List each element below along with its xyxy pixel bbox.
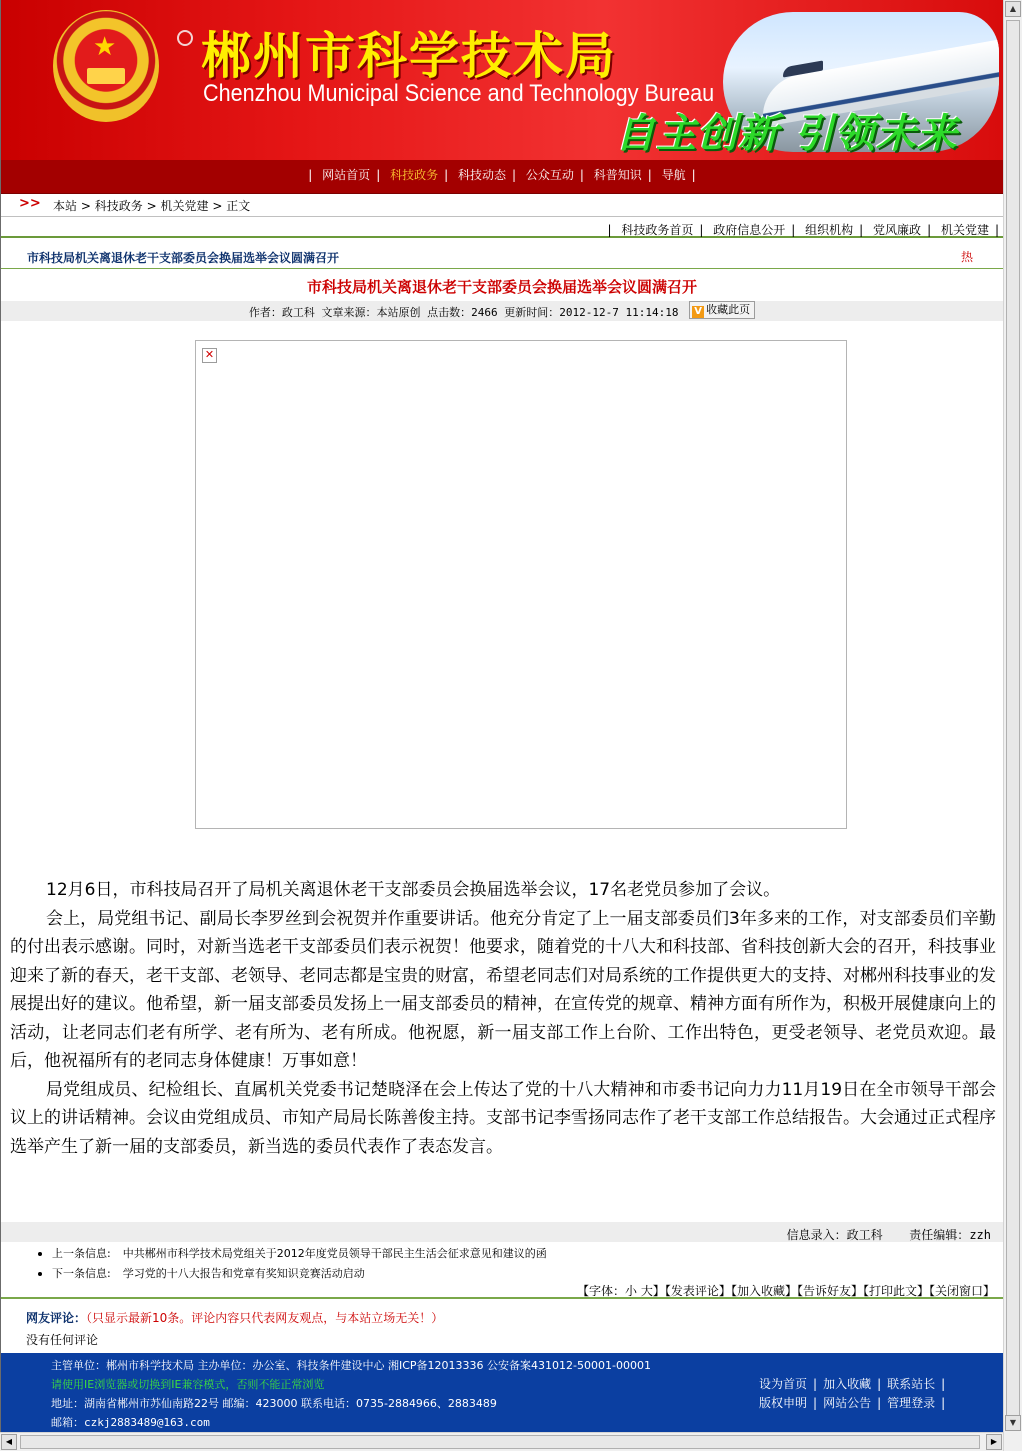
national-emblem-icon: ★ xyxy=(53,10,159,122)
subnav-item-info-disclosure[interactable]: 政府信息公开 xyxy=(713,223,786,237)
hot-article-link[interactable]: 市科技局机关离退休老干支部委员会换届选举会议圆满召开 xyxy=(27,251,340,265)
article-meta xyxy=(1,301,1003,321)
font-small-button[interactable]: 小 xyxy=(625,1284,638,1298)
prev-label: 上一条信息: xyxy=(52,1247,111,1260)
nav-item-news[interactable]: 科技动态 xyxy=(457,168,506,182)
no-comments-text: 没有任何评论 xyxy=(26,1333,99,1347)
article-body xyxy=(10,876,996,1161)
article-recorder-row xyxy=(1,1222,1003,1242)
font-size-suffix: 】 xyxy=(652,1284,665,1298)
next-article-link[interactable]: 学习党的十八大报告和党章有奖知识竞赛活动启动 xyxy=(122,1267,365,1280)
footer-email: 邮箱：czkj2883489@163.com xyxy=(51,1416,210,1429)
scroll-right-icon[interactable]: ▶ xyxy=(986,1434,1002,1450)
hot-badge: 热 xyxy=(960,250,973,264)
nav-item-navigation[interactable]: 导航 xyxy=(661,168,686,182)
article-paragraph: 局党组成员、纪检组长、直属机关党委书记楚晓泽在会上传达了党的十八大精神和市委书记向力力11月19日在全市领导干部会议上的讲话精神。会议由党组成员、市知产局局长陈善俊主持。支部书记李雪扬同志作了老干支部工作总结报告。大会通过正式程序选举产生了新一届的支部委员，新当选的委员代表作了表态发言。 xyxy=(10,1079,996,1157)
sub-nav: | 科技政务首页 | 政府信息公开 | 组织机构 | 党风廉政 | 机关党建 | xyxy=(1,216,1003,238)
recorder-label: 信息录入： xyxy=(786,1228,847,1242)
breadcrumb-current: 正文 xyxy=(226,199,251,213)
editor-label: 责任编辑： xyxy=(909,1228,970,1242)
next-label: 下一条信息: xyxy=(52,1267,111,1280)
article-image xyxy=(195,340,847,829)
subnav-item-organization[interactable]: 组织机构 xyxy=(805,223,854,237)
breadcrumb-home[interactable]: 本站 xyxy=(53,199,78,213)
site-banner xyxy=(1,0,1003,160)
subnav-item-integrity[interactable]: 党风廉政 xyxy=(873,223,922,237)
comments-note: （只显示最新10条。评论内容只代表网友观点，与本站立场无关！） xyxy=(86,1311,444,1325)
bullet-icon xyxy=(38,1252,42,1256)
contact-webmaster-link[interactable]: 联系站长 xyxy=(887,1377,936,1391)
comments-heading: 网友评论： xyxy=(26,1311,87,1325)
breadcrumb-sep: > xyxy=(146,199,157,213)
font-large-button[interactable]: 大 xyxy=(640,1284,653,1298)
subnav-item-party-building[interactable]: 机关党建 xyxy=(940,223,989,237)
breadcrumb-gov-affairs[interactable]: 科技政务 xyxy=(94,199,143,213)
prev-next-links xyxy=(38,1244,547,1284)
double-chevron-icon: >> xyxy=(19,196,41,211)
admin-login-link[interactable]: 管理登录 xyxy=(887,1396,936,1410)
article-paragraph: 12月6日，市科技局召开了局机关离退休老干支部委员会换届选举会议，17名老党员参加了会议。 xyxy=(46,880,781,900)
recorder-value: 政工科 xyxy=(846,1228,883,1242)
vertical-scroll-thumb[interactable] xyxy=(1006,20,1020,1420)
site-title-en: Chenzhou Municipal Science and Technology Bureau xyxy=(203,80,715,107)
bookmark-page-label: 收藏此页 xyxy=(706,303,751,316)
scroll-down-icon[interactable]: ▼ xyxy=(1005,1415,1021,1431)
prev-article-link[interactable]: 中共郴州市科学技术局党组关于2012年度党员领导干部民主生活会征求意见和建议的函 xyxy=(122,1247,547,1260)
prev-item xyxy=(38,1244,547,1264)
site-slogan: 自主创新 引领未来 xyxy=(615,111,958,157)
breadcrumb-sep: > xyxy=(212,199,223,213)
broken-image-icon: ✕ xyxy=(202,348,217,363)
article-meta-text: 作者：政工科 文章来源：本站原创 点击数：2466 更新时间：2012-12-7 11:14:18 xyxy=(248,306,679,319)
editor-value: zzh xyxy=(969,1228,991,1242)
scroll-left-icon[interactable]: ◀ xyxy=(1,1434,17,1450)
post-comment-button[interactable]: 【发表评论】 xyxy=(664,1284,731,1298)
copyright-link[interactable]: 版权申明 xyxy=(759,1396,808,1410)
hot-article-bar xyxy=(1,243,1003,269)
article-title: 市科技局机关离退休老干支部委员会换届选举会议圆满召开 xyxy=(306,278,697,296)
set-homepage-link[interactable]: 设为首页 xyxy=(759,1377,808,1391)
site-title-cn: 郴州市科学技术局 xyxy=(201,27,617,85)
print-button[interactable]: 【打印此文】 xyxy=(862,1284,929,1298)
scroll-up-icon[interactable]: ▲ xyxy=(1005,1,1021,17)
close-window-button[interactable]: 【关闭窗口】 xyxy=(928,1284,995,1298)
footer-sponsor: 主管单位：郴州市科学技术局 主办单位：办公室、科技条件建设中心 湘ICP备12013336 公安备案431012-50001-00001 xyxy=(51,1359,651,1372)
comments-section xyxy=(26,1309,444,1347)
horizontal-scrollbar[interactable] xyxy=(0,1432,1003,1451)
footer-links: 设为首页 | 加入收藏 | 联系站长 | 版权申明 | 网站公告 | 管理登录 | xyxy=(753,1375,945,1413)
add-favorite-link[interactable]: 加入收藏 xyxy=(823,1377,872,1391)
nav-item-science-knowledge[interactable]: 科普知识 xyxy=(593,168,642,182)
article-paragraph: 会上，局党组书记、副局长李罗丝到会祝贺并作重要讲话。他充分肯定了上一届支部委员们3年多来的工作，对支部委员们辛勤的付出表示感谢。同时，对新当选老干支部委员们表示祝贺！他要求，随着党的十八大和科技部、省科技创新大会的召开，科技事业迎来了新的春天，老干支部、老领导、老同志都是宝贵的财富，希望老同志们对局系统的工作提供更大的支持、对郴州科技事业的发展提出好的建议。他希望，新一届支部委员发扬上一届支部委员的精神，在宣传党的规章、精神方面有所作为，积极开展健康向上的活动，让老同志们老有所学、老有所为、老有所成。他祝愿，新一届支部工作上台阶、工作出特色，更受老领导、老党员欢迎。最后，他祝福所有的老同志身体健康！万事如意！ xyxy=(10,908,996,1071)
site-notice-link[interactable]: 网站公告 xyxy=(823,1396,872,1410)
bookmark-icon: V xyxy=(692,306,704,318)
site-footer xyxy=(1,1353,1003,1432)
bookmark-page-button[interactable] xyxy=(689,301,755,319)
breadcrumb xyxy=(1,195,1003,215)
breadcrumb-party-building[interactable]: 机关党建 xyxy=(160,199,209,213)
nav-item-gov-affairs[interactable]: 科技政务 xyxy=(390,168,439,182)
nav-item-public-interaction[interactable]: 公众互动 xyxy=(525,168,574,182)
nav-item-home[interactable]: 网站首页 xyxy=(322,168,371,182)
main-nav: | 网站首页 | 科技政务 | 科技动态 | 公众互动 | 科普知识 | 导航 | xyxy=(1,160,1003,194)
add-favorite-button[interactable]: 【加入收藏】 xyxy=(730,1284,797,1298)
footer-address: 地址：湖南省郴州市苏仙南路22号 邮编：423000 联系电话：0735-2884966、2883489 xyxy=(51,1397,497,1410)
tell-friend-button[interactable]: 【告诉好友】 xyxy=(796,1284,863,1298)
vertical-scrollbar[interactable] xyxy=(1003,0,1022,1451)
decorative-circle-icon xyxy=(177,30,193,46)
subnav-item-gov-home[interactable]: 科技政务首页 xyxy=(621,223,694,237)
bullet-icon xyxy=(38,1272,42,1276)
breadcrumb-sep: > xyxy=(80,199,91,213)
article-tools xyxy=(1,1281,1003,1299)
footer-browser-notice: 请使用IE浏览器或切换到IE兼容模式，否则不能正常浏览 xyxy=(51,1378,325,1391)
font-size-label: 【字体： xyxy=(577,1284,626,1298)
horizontal-scroll-thumb[interactable] xyxy=(20,1435,980,1449)
